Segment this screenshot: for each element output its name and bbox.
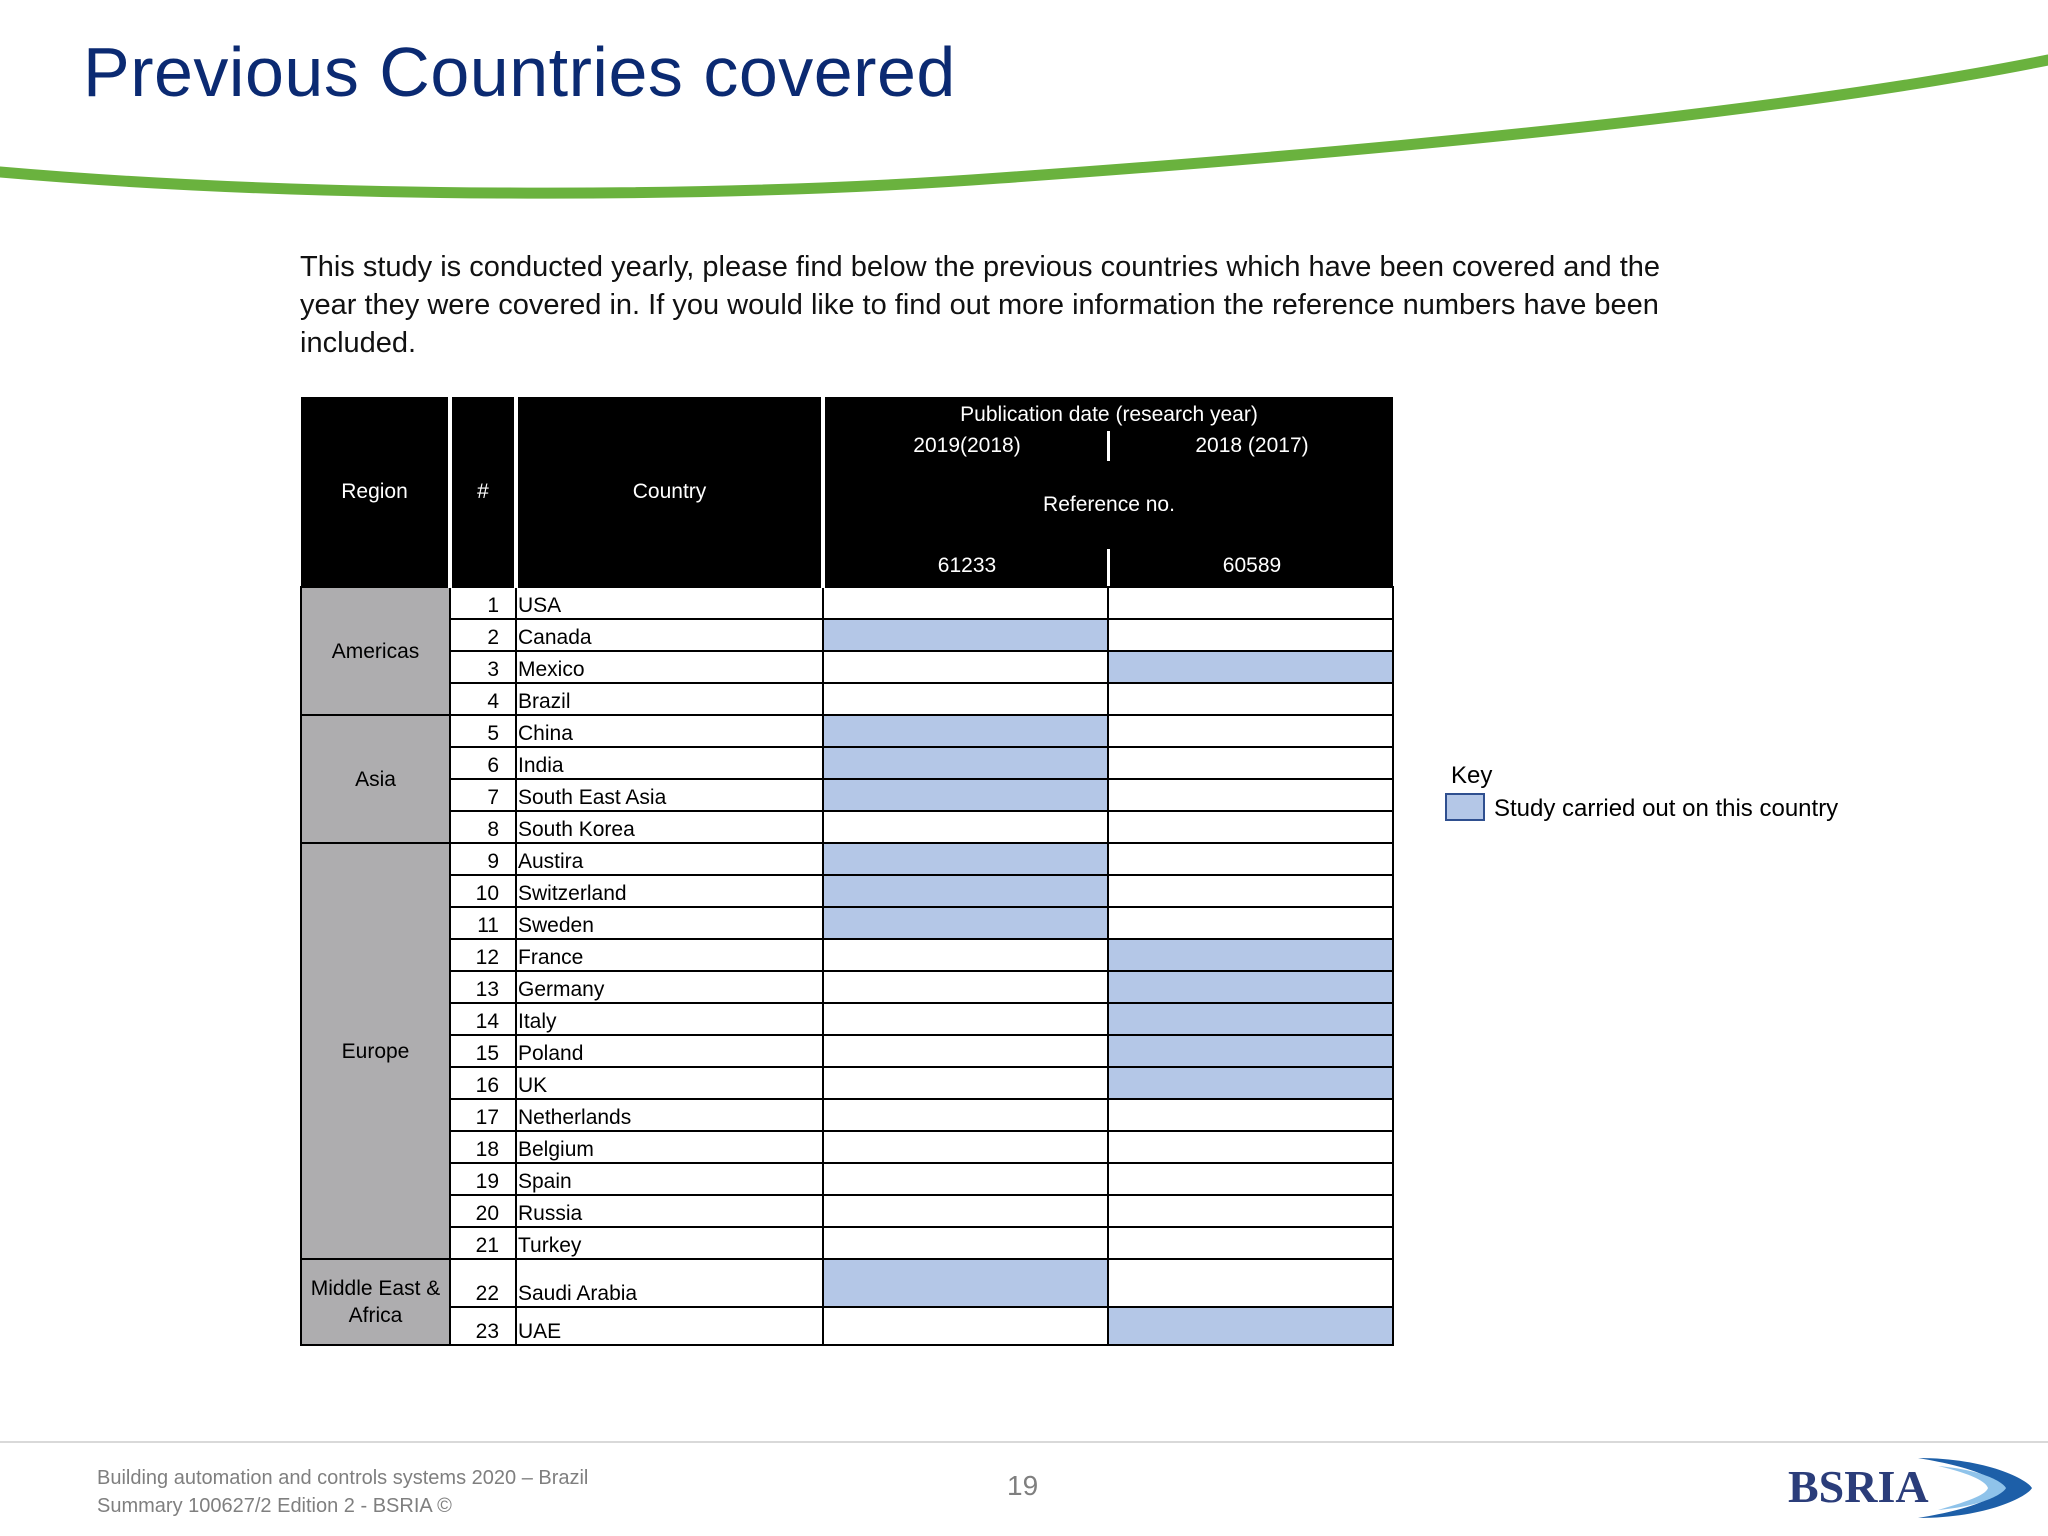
study-cell-2019 — [823, 715, 1108, 747]
row-number: 5 — [450, 715, 516, 747]
study-cell-2018 — [1108, 651, 1393, 683]
year-2019-label: 2019(2018) — [913, 434, 1021, 457]
row-number: 16 — [450, 1067, 516, 1099]
country-name: Turkey — [516, 1227, 823, 1259]
bsria-logo — [1788, 1450, 2033, 1526]
table-row — [301, 779, 1393, 811]
study-cell-2019 — [823, 587, 1108, 619]
table-row — [301, 619, 1393, 651]
study-cell-2019 — [823, 843, 1108, 875]
study-cell-2018 — [1108, 587, 1393, 619]
reference-60589: 60589 — [1222, 554, 1282, 577]
table-row — [301, 651, 1393, 683]
country-name: Spain — [516, 1163, 823, 1195]
country-name: Mexico — [516, 651, 823, 683]
country-name: USA — [516, 587, 823, 619]
study-cell-2018 — [1108, 1227, 1393, 1259]
row-number: 7 — [450, 779, 516, 811]
country-name: Russia — [516, 1195, 823, 1227]
countries-table — [300, 397, 1394, 1346]
table-row — [301, 1131, 1393, 1163]
table-row — [301, 939, 1393, 971]
row-number: 6 — [450, 747, 516, 779]
study-cell-2019 — [823, 1307, 1108, 1345]
study-cell-2019 — [823, 1067, 1108, 1099]
study-cell-2019 — [823, 1003, 1108, 1035]
study-cell-2019 — [823, 1227, 1108, 1259]
row-number: 2 — [450, 619, 516, 651]
key-title: Key — [1451, 762, 1493, 789]
study-cell-2018 — [1108, 1035, 1393, 1067]
row-number: 20 — [450, 1195, 516, 1227]
row-number: 11 — [450, 907, 516, 939]
country-name: China — [516, 715, 823, 747]
table-body — [301, 587, 1393, 1345]
country-name: Germany — [516, 971, 823, 1003]
logo-text: BSRIA — [1788, 1461, 1929, 1512]
year-2018-label: 2018 (2017) — [1195, 434, 1309, 457]
table-row — [301, 1003, 1393, 1035]
study-cell-2019 — [823, 1195, 1108, 1227]
table-row — [301, 843, 1393, 875]
row-number: 13 — [450, 971, 516, 1003]
header-country: Country — [516, 397, 823, 587]
page-number: 19 — [1007, 1470, 1039, 1501]
study-cell-2019 — [823, 1131, 1108, 1163]
study-cell-2018 — [1108, 843, 1393, 875]
country-name: Poland — [516, 1035, 823, 1067]
country-name: Belgium — [516, 1131, 823, 1163]
country-name: Brazil — [516, 683, 823, 715]
country-name: South East Asia — [516, 779, 823, 811]
table-row — [301, 1067, 1393, 1099]
page-title: Previous Countries covered — [83, 33, 956, 111]
region-cell: Europe — [301, 843, 450, 1259]
reference-61233: 61233 — [937, 554, 997, 577]
country-name: Canada — [516, 619, 823, 651]
header-region: Region — [301, 397, 450, 587]
study-cell-2018 — [1108, 715, 1393, 747]
study-cell-2019 — [823, 1259, 1108, 1307]
intro-paragraph: This study is conducted yearly, please find below the previous countries which have been covered and the year they were covered in. If you would like to find out more information the reference numbers have been included. — [300, 251, 1661, 359]
row-number: 1 — [450, 587, 516, 619]
study-cell-2019 — [823, 811, 1108, 843]
study-cell-2019 — [823, 651, 1108, 683]
country-name: India — [516, 747, 823, 779]
country-name: Italy — [516, 1003, 823, 1035]
country-name: UK — [516, 1067, 823, 1099]
study-cell-2018 — [1108, 619, 1393, 651]
study-cell-2019 — [823, 875, 1108, 907]
study-cell-2018 — [1108, 779, 1393, 811]
country-name: Netherlands — [516, 1099, 823, 1131]
study-cell-2019 — [823, 1035, 1108, 1067]
table-row — [301, 1259, 1393, 1307]
table-row — [301, 1307, 1393, 1345]
study-cell-2018 — [1108, 939, 1393, 971]
study-cell-2019 — [823, 907, 1108, 939]
table-row — [301, 683, 1393, 715]
reference-no-label: Reference no. — [1043, 493, 1175, 516]
row-number: 18 — [450, 1131, 516, 1163]
row-number: 9 — [450, 843, 516, 875]
study-cell-2018 — [1108, 1307, 1393, 1345]
row-number: 23 — [450, 1307, 516, 1345]
study-cell-2019 — [823, 939, 1108, 971]
table-row — [301, 1227, 1393, 1259]
study-cell-2018 — [1108, 1067, 1393, 1099]
row-number: 3 — [450, 651, 516, 683]
header-number: # — [450, 397, 516, 587]
study-cell-2018 — [1108, 1259, 1393, 1307]
country-name: France — [516, 939, 823, 971]
table-row — [301, 907, 1393, 939]
region-cell: Asia — [301, 715, 450, 843]
study-cell-2019 — [823, 1163, 1108, 1195]
row-number: 12 — [450, 939, 516, 971]
country-name: South Korea — [516, 811, 823, 843]
row-number: 19 — [450, 1163, 516, 1195]
table-row — [301, 811, 1393, 843]
table-row — [301, 1035, 1393, 1067]
key-swatch — [1445, 793, 1485, 821]
country-name: Sweden — [516, 907, 823, 939]
header-publication — [823, 397, 1393, 587]
row-number: 15 — [450, 1035, 516, 1067]
table-row — [301, 747, 1393, 779]
region-cell: Middle East & Africa — [301, 1259, 450, 1345]
study-cell-2018 — [1108, 1195, 1393, 1227]
footer-divider — [0, 1441, 2048, 1443]
footer-report-edition: Summary 100627/2 Edition 2 - BSRIA © — [97, 1495, 452, 1517]
table-row — [301, 1195, 1393, 1227]
study-cell-2018 — [1108, 683, 1393, 715]
row-number: 14 — [450, 1003, 516, 1035]
country-name: Saudi Arabia — [516, 1259, 823, 1307]
footer-report-title: Building automation and controls systems 2020 – Brazil — [97, 1467, 589, 1489]
table-row — [301, 1163, 1393, 1195]
green-swoosh-decoration — [0, 50, 2048, 210]
study-cell-2019 — [823, 779, 1108, 811]
study-cell-2018 — [1108, 747, 1393, 779]
study-cell-2019 — [823, 971, 1108, 1003]
country-name: Austira — [516, 843, 823, 875]
row-number: 4 — [450, 683, 516, 715]
publication-date-label: Publication date (research year) — [960, 403, 1258, 426]
study-cell-2018 — [1108, 875, 1393, 907]
country-name: Switzerland — [516, 875, 823, 907]
study-cell-2018 — [1108, 1131, 1393, 1163]
study-cell-2018 — [1108, 811, 1393, 843]
row-number: 17 — [450, 1099, 516, 1131]
study-cell-2019 — [823, 683, 1108, 715]
row-number: 8 — [450, 811, 516, 843]
study-cell-2019 — [823, 747, 1108, 779]
study-cell-2019 — [823, 619, 1108, 651]
study-cell-2018 — [1108, 907, 1393, 939]
row-number: 22 — [450, 1259, 516, 1307]
row-number: 10 — [450, 875, 516, 907]
study-cell-2018 — [1108, 971, 1393, 1003]
study-cell-2018 — [1108, 1163, 1393, 1195]
study-cell-2018 — [1108, 1003, 1393, 1035]
table-row — [301, 875, 1393, 907]
country-name: UAE — [516, 1307, 823, 1345]
key-label: Study carried out on this country — [1494, 795, 1839, 822]
study-cell-2018 — [1108, 1099, 1393, 1131]
table-row — [301, 1099, 1393, 1131]
row-number: 21 — [450, 1227, 516, 1259]
region-cell: Americas — [301, 587, 450, 715]
table-row — [301, 715, 1393, 747]
study-cell-2019 — [823, 1099, 1108, 1131]
table-row — [301, 971, 1393, 1003]
table-row — [301, 587, 1393, 619]
